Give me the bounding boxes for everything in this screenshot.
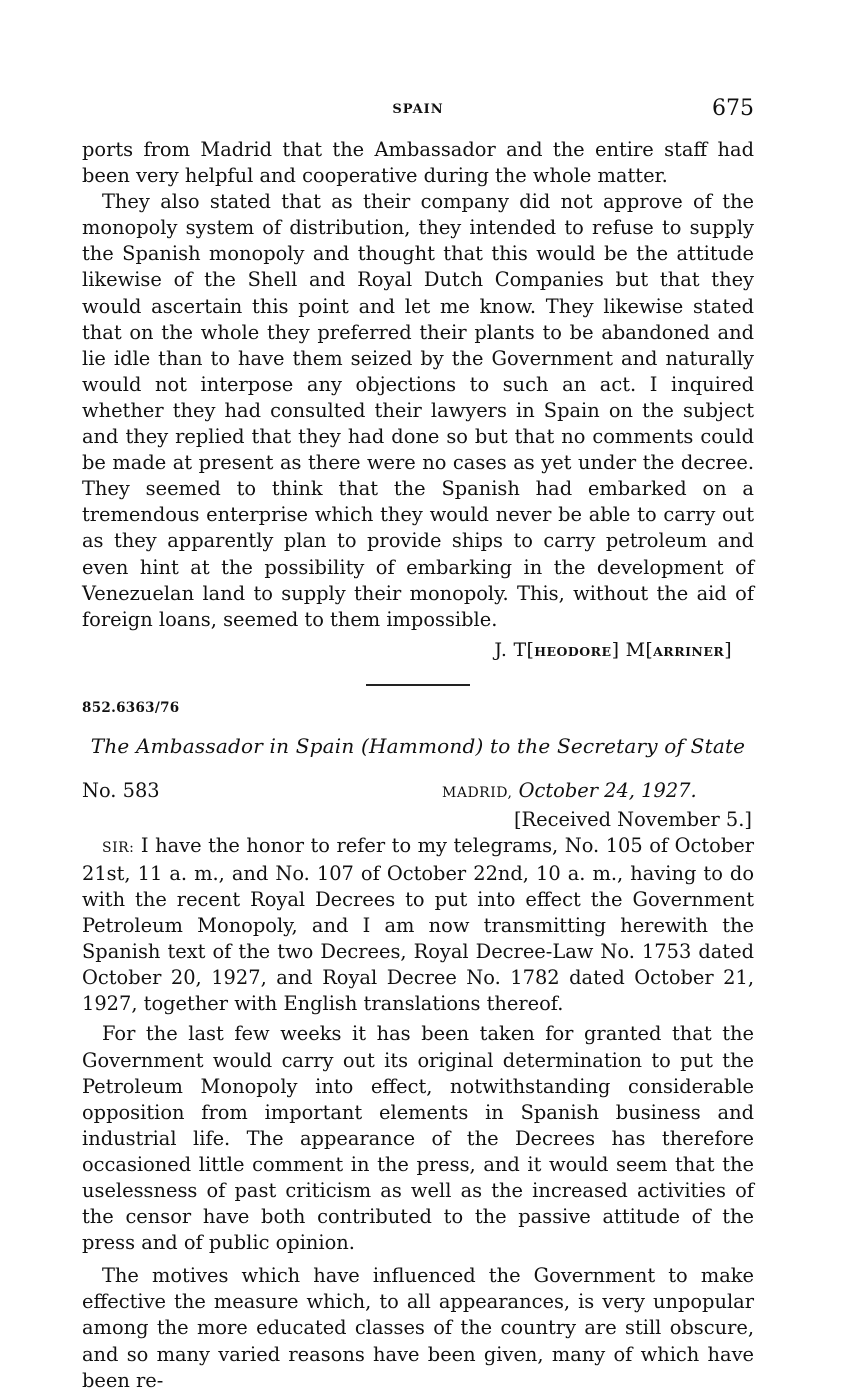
received-note: [Received November 5.] <box>513 807 752 831</box>
signature-initial-part: J. T[ <box>494 638 535 661</box>
file-number: 852.6363/76 <box>82 699 180 716</box>
continuation-paragraph: ports from Madrid that the Ambassador and the entire staff had been very helpful and cooperative during the whole matter. <box>82 138 754 188</box>
signature-last-name: ARRINER <box>653 643 725 659</box>
page-number: 675 <box>712 96 754 121</box>
place-and-date <box>442 779 697 802</box>
signature-first-name: HEODORE <box>534 643 612 659</box>
place: MADRID, <box>442 784 513 801</box>
salutation: SIR: <box>102 839 135 856</box>
date: October 24, 1927. <box>518 778 697 802</box>
body-paragraph: They also stated that as their company did not approve of the monopoly system of distribution, they intended to refuse to supply the Spanish monopoly and thought that this would be the attitude likewise of the Shell and Royal Dutch Companies but that they would ascertain this point and let me know. They likewise stated that on the whole they preferred their plants to be abandoned and lie idle than to have them seized by the Government and naturally would not interpose any objections to such an act. I inquired whether they had consulted their lawyers in Spain on the subject and they replied that they had done so but that no comments could be made at present as there were no cases as yet under the decree. They seemed to think that the Spanish had embarked on a tremendous enterprise which they would never be able to carry out as they apparently plan to provide ships to carry petroleum and even hint at the possibility of embarking in the development of Venezuelan land to supply their monopoly. This, without the aid of foreign loans, seemed to them impossible. <box>82 190 754 631</box>
running-header <box>82 92 754 126</box>
letter-paragraph-text: I have the honor to refer to my telegrams, No. 105 of October 21st, 11 a. m., and No. 107 of October 22nd, 10 a. m., having to do with the recent Royal Decrees to put into effect the Government Petroleum Monopoly, and I am now transmitting herewith the Spanish text of the two Decrees, Royal Decree-Law No. 1753 dated October 20, 1927, and Royal Decree No. 1782 dated October 21, 1927, together with English translations thereof. <box>82 833 754 1016</box>
signature-middle-part: ] M[ <box>611 638 654 661</box>
letter-paragraph: For the last few weeks it has been taken for granted that the Government would carry out its original determination to put the Petroleum Monopoly into effect, notwithstanding considerable opposition from important elements in Spanish business and industrial life. The appearance of the Decrees has therefore occasioned little comment in the press, and it would seem that the uselessness of past criticism as well as the increased activities of the censor have both contributed to the passive attitude of the press and of public opinion. <box>82 1022 754 1255</box>
section-divider <box>366 684 470 686</box>
letter-paragraph: The motives which have influenced the Government to make effective the measure which, to all appearances, is very unpopular among the more educated classes of the country are still obscure, and so many varied reasons have been given, many of which have been re- <box>82 1264 754 1392</box>
letter-paragraph <box>82 833 754 1018</box>
dateline <box>82 779 754 807</box>
document-title: The Ambassador in Spain (Hammond) to the Secretary of State <box>90 733 746 758</box>
running-title: SPAIN <box>392 102 444 117</box>
signature <box>82 639 732 661</box>
document-page <box>82 92 754 1394</box>
dispatch-number: No. 583 <box>82 778 160 802</box>
signature-end-bracket: ] <box>724 638 732 661</box>
